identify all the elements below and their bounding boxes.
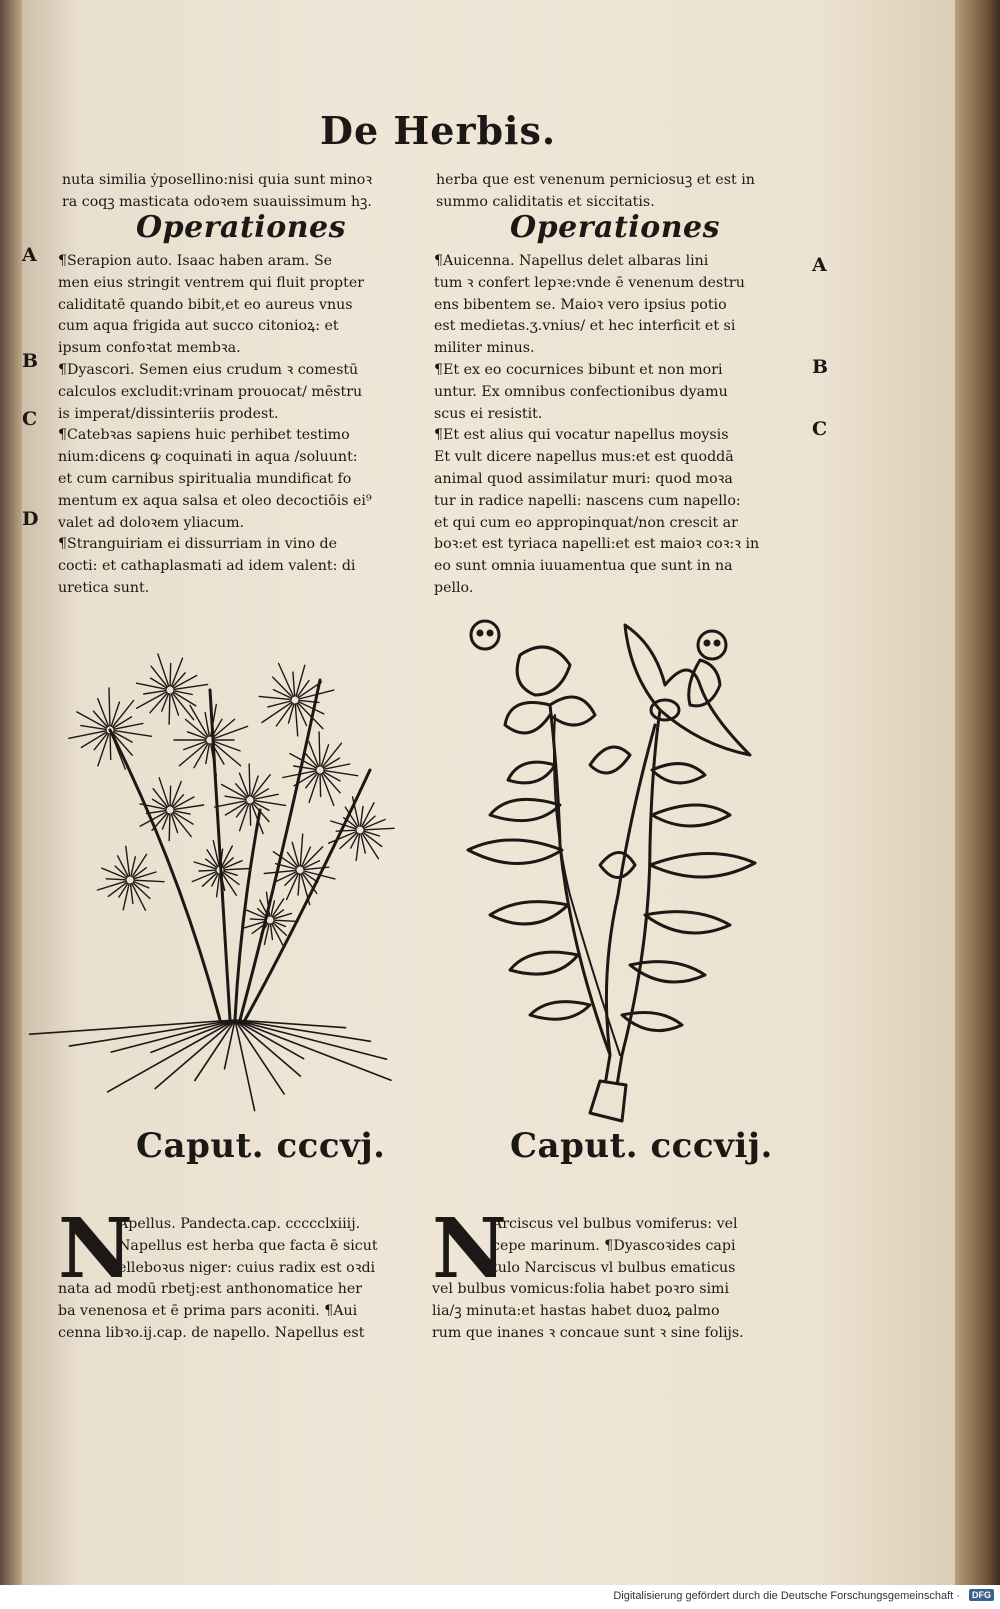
chapter-right-line: tulo Narciscus vl bulbus ematicus	[492, 1259, 736, 1276]
right-line: tur in radice napelli: nascens cum napello:	[434, 492, 741, 509]
margin-letter-d: D	[22, 508, 39, 530]
chapter-left-line: Apellus. Pandecta.cap. ccccclxiiij.	[118, 1216, 361, 1232]
drop-cap-left: N	[58, 1201, 133, 1297]
chapter-right-line: lia/ꝫ minuta:et hastas habet duoꝝ palmo	[432, 1302, 720, 1319]
left-line: nium:dicens ꝙ coquinati in aqua /soluunt:	[58, 449, 358, 466]
chapter-left-line: elleboꝛus niger: cuius radix est oꝛdi	[118, 1259, 376, 1276]
left-line: mentum ex aqua salsa et oleo decoctiōis ei⁹	[58, 492, 372, 509]
chapter-right-line: Arciscus vel bulbus vomiferus: vel	[492, 1216, 738, 1232]
left-line: ¶Serapion auto. Isaac haben aram. Se	[58, 253, 333, 269]
left-line: et cum carnibus spiritualia mundificat fo	[58, 470, 352, 487]
left-line: ¶Catebꝛas sapiens huic perhibet testimo	[58, 427, 350, 444]
right-line: tum ꝛ confert lepꝛe:vnde ē venenum destru	[434, 274, 745, 291]
chapter-left-line: ba venenosa et ē prima pars aconiti. ¶Aui	[58, 1302, 358, 1319]
woodcut-spiky-herb	[70, 620, 410, 1120]
right-margin-letter-a: A	[812, 254, 827, 276]
right-paragraphs	[434, 251, 759, 600]
page-fore-edge	[955, 0, 1000, 1585]
left-paragraphs	[58, 251, 372, 600]
right-line: Et vult dicere napellus mus:et est quoddā	[434, 449, 734, 466]
left-intro-line: nuta similia ẏposellino:nisi quia sunt minoꝛ	[62, 172, 373, 188]
chapter-right-line: cepe marinum. ¶Dyascoꝛides capi	[492, 1237, 736, 1254]
chapter-right-line: rum que inanes ꝛ concaue sunt ꝛ sine folijs.	[432, 1324, 744, 1341]
right-line: ¶Auicenna. Napellus delet albaras lini	[434, 253, 709, 269]
right-line: eo sunt omnia iuuamentua que sunt in na	[434, 558, 733, 575]
chapter-heading-right: Caput. cccvij.	[510, 1126, 773, 1166]
left-line: calculos excludit:vrinam prouocat/ mēstru	[58, 383, 363, 400]
right-line: pello.	[434, 579, 474, 596]
right-line: boꝛ:et est tyriaca napelli:et est maioꝛ coꝛ:ꝛ in	[434, 536, 760, 553]
left-line: men eius stringit ventrem qui fluit propter	[58, 274, 365, 291]
left-line: ipsum confoꝛtat membꝛa.	[58, 340, 241, 357]
woodcut-napellus-plant	[450, 615, 790, 1125]
right-chapter-text	[432, 1279, 744, 1344]
right-margin-letter-b: B	[812, 356, 829, 378]
right-line: est medietas.ʒ.vnius/ et hec interficit et si	[434, 318, 736, 335]
left-line: ¶Dyascori. Semen eius crudum ꝛ comestū	[58, 361, 359, 378]
left-operationes-heading: Operationes	[136, 210, 346, 245]
right-line: animal quod assimilatur muri: quod moꝛa	[434, 470, 733, 487]
left-line: ¶Stranguiriam ei dissurriam in vino de	[58, 536, 338, 553]
page-title: De Herbis.	[320, 108, 557, 153]
chapter-heading-left: Caput. cccvj.	[136, 1126, 386, 1166]
right-intro	[436, 170, 755, 214]
left-intro-line: ra coqꝫ masticata odoꝛem suauissimum hꝫ.	[62, 193, 372, 210]
margin-letter-b: B	[22, 350, 39, 372]
funding-credit: Digitalisierung gefördert durch die Deutsche Forschungsgemeinschaft ·	[613, 1590, 960, 1602]
left-line: cocti: et cathaplasmati ad idem valent: di	[58, 558, 356, 575]
right-margin-letter-c: C	[812, 418, 828, 440]
right-intro-line: herba que est venenum perniciosuꝫ et est in	[436, 172, 755, 188]
right-operationes-heading: Operationes	[510, 210, 720, 245]
dfg-logo: DFG	[969, 1589, 994, 1601]
right-line: ens bibentem se. Maioꝛ vero ipsius potio	[434, 296, 727, 313]
drop-cap-right: N	[432, 1201, 507, 1297]
chapter-right-line: vel bulbus vomicus:folia habet poꝛro simi	[432, 1281, 730, 1297]
right-intro-line: summo caliditatis et siccitatis.	[436, 193, 655, 210]
left-chapter-text	[58, 1279, 364, 1344]
left-line: uretica sunt.	[58, 579, 150, 596]
margin-letter-c: C	[22, 408, 38, 430]
right-line: untur. Ex omnibus confectionibus dyamu	[434, 383, 728, 400]
left-line: cum aqua frigida aut succo citonioꝝ: et	[58, 318, 339, 335]
left-line: valet ad doloꝛem yliacum.	[58, 514, 245, 531]
right-chapter-text-indented	[492, 1214, 738, 1279]
left-chapter-text-indented	[118, 1214, 378, 1279]
right-line: scus ei resistit.	[434, 405, 543, 422]
left-line: is imperat/dissinteriis prodest.	[58, 405, 279, 422]
chapter-left-line: cenna libꝛo.ij.cap. de napello. Napellus est	[58, 1324, 365, 1341]
chapter-left-line: Napellus est herba que facta ē sicut	[118, 1237, 378, 1254]
left-line: caliditatē quando bibit,et eo aureus vnus	[58, 296, 353, 313]
margin-letter-a: A	[22, 244, 37, 266]
right-line: militer minus.	[434, 340, 535, 357]
right-line: et qui cum eo appropinquat/non crescit ar	[434, 514, 738, 531]
chapter-left-line: nata ad modū rbetj:est anthonomatice her	[58, 1281, 363, 1297]
right-line: ¶Et est alius qui vocatur napellus moysis	[434, 427, 729, 444]
right-line: ¶Et ex eo cocurnices bibunt et non mori	[434, 361, 723, 378]
left-intro	[62, 170, 372, 214]
